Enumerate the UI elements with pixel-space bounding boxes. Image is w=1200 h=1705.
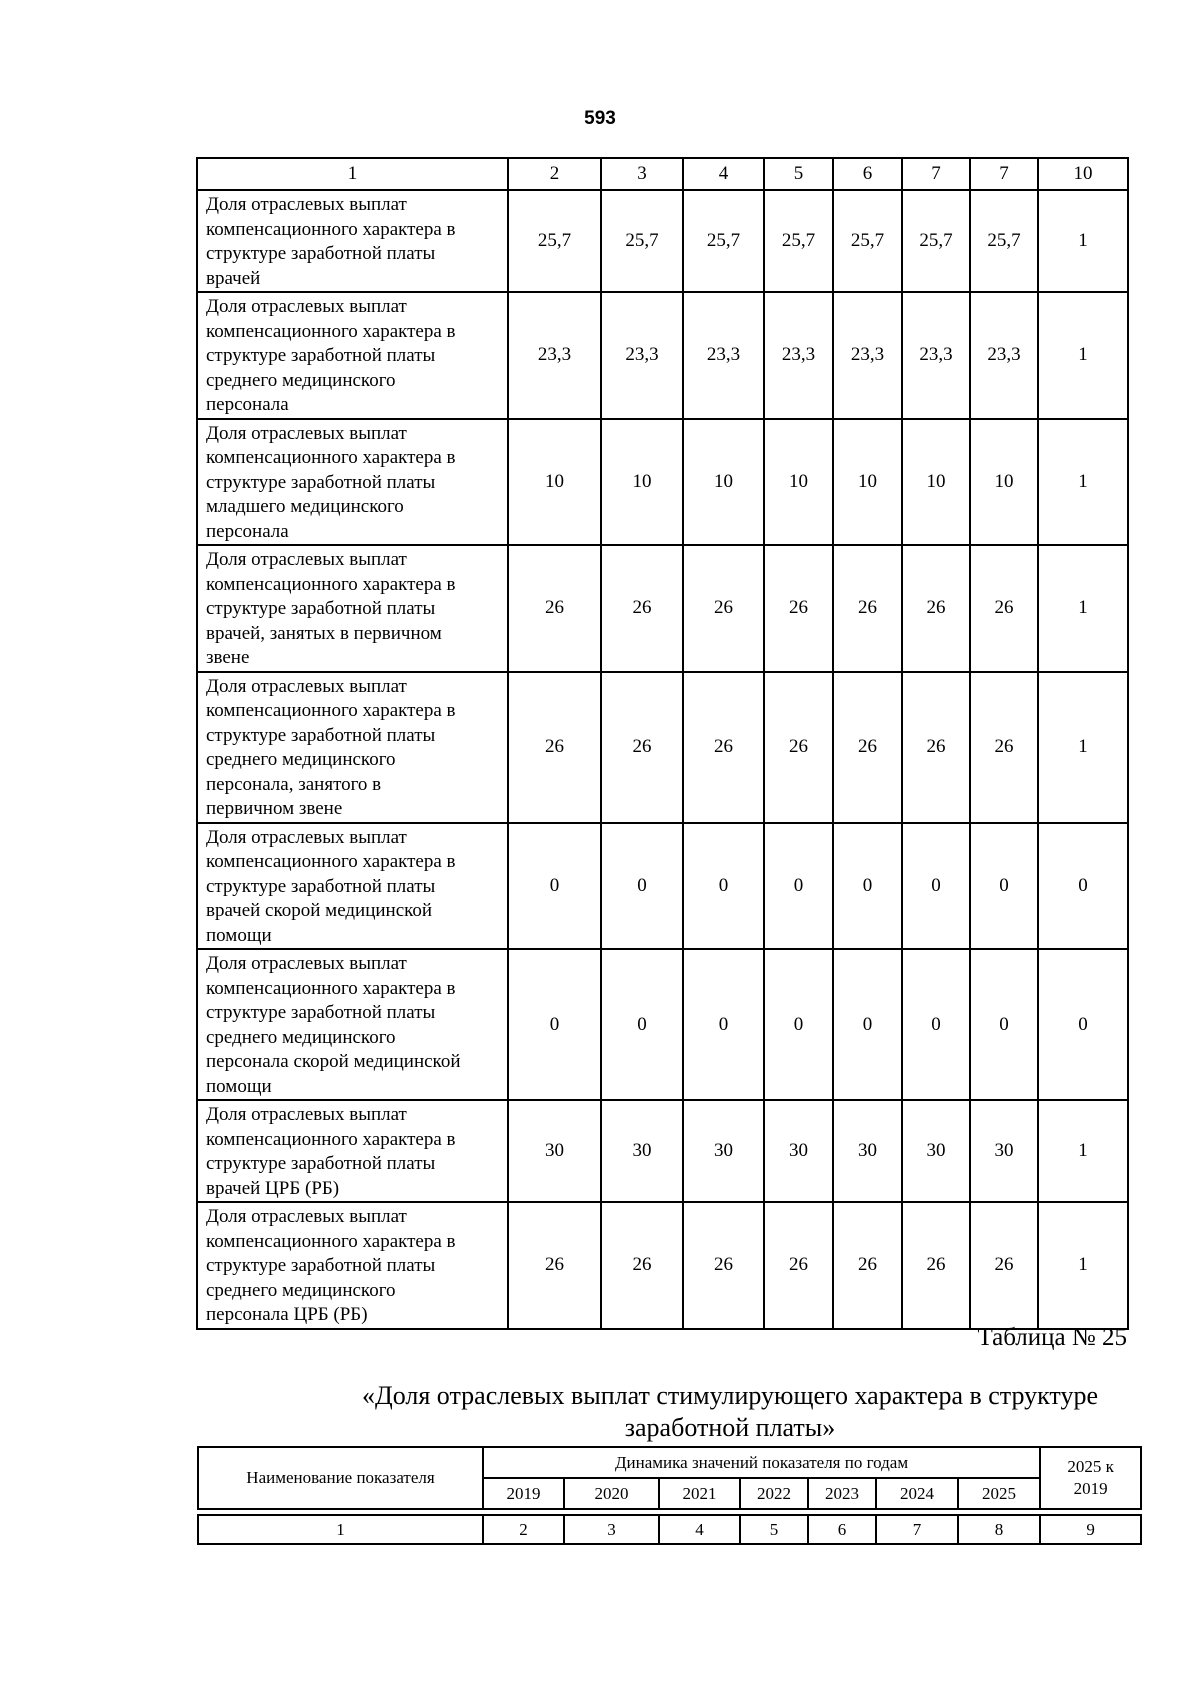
indicator-name-line: персонала скорой медицинской xyxy=(206,1051,461,1072)
value-cell: 23,3 xyxy=(508,292,601,419)
indicator-name xyxy=(197,190,508,292)
value-cell: 23,3 xyxy=(764,292,833,419)
value-cell: 0 xyxy=(508,823,601,950)
indicator-name-line: структуре заработной платы xyxy=(206,724,436,746)
value-cell: 0 xyxy=(902,823,970,950)
indicator-name-line: Доля отраслевых выплат xyxy=(206,296,407,317)
year-cell: 2019 xyxy=(483,1478,564,1509)
value-cell: 23,3 xyxy=(902,292,970,419)
table-row xyxy=(197,190,1128,292)
indicator-name-line: первичном звене xyxy=(206,798,343,819)
table-header-row xyxy=(197,158,1128,190)
value-cell: 0 xyxy=(764,949,833,1100)
header-cell: 6 xyxy=(833,158,902,190)
value-cell: 25,7 xyxy=(601,190,683,292)
year-cell: 2025 xyxy=(958,1478,1040,1509)
header-cell: 10 xyxy=(1038,158,1128,190)
indicator-name xyxy=(197,823,508,950)
value-cell: 26 xyxy=(970,672,1038,823)
value-cell: 25,7 xyxy=(764,190,833,292)
column-number-cell: 9 xyxy=(1040,1515,1141,1544)
value-cell: 10 xyxy=(508,419,601,546)
value-cell: 0 xyxy=(683,949,764,1100)
year-cell: 2022 xyxy=(740,1478,808,1509)
indicator-name-line: компенсационного характера в xyxy=(206,1128,456,1150)
value-cell: 26 xyxy=(764,1202,833,1329)
value-cell: 30 xyxy=(970,1100,1038,1202)
value-cell: 0 xyxy=(970,949,1038,1100)
value-cell: 26 xyxy=(601,672,683,823)
indicator-name xyxy=(197,1202,508,1329)
header-cell: 1 xyxy=(197,158,508,190)
indicator-name-line: компенсационного характера в xyxy=(206,447,456,468)
indicator-name-line: Доля отраслевых выплат xyxy=(206,675,407,697)
indicator-name-line: помощи xyxy=(206,1075,272,1097)
column-number-cell: 7 xyxy=(876,1515,958,1544)
table-title-line-1: «Доля отраслевых выплат стимулирующего характера в структуре xyxy=(361,1381,1098,1410)
column-number-cell: 8 xyxy=(958,1515,1040,1544)
value-cell: 26 xyxy=(902,672,970,823)
indicator-name-line: структуре заработной платы xyxy=(206,243,436,264)
indicator-name-line: Доля отраслевых выплат xyxy=(206,194,407,215)
value-cell: 26 xyxy=(902,545,970,672)
value-cell: 25,7 xyxy=(902,190,970,292)
page-number: 593 xyxy=(584,108,616,129)
indicator-name-line: Доля отраслевых выплат xyxy=(206,549,407,570)
value-cell: 25,7 xyxy=(970,190,1038,292)
table-row xyxy=(197,672,1128,823)
value-cell: 30 xyxy=(833,1100,902,1202)
indicator-name-line: компенсационного характера в xyxy=(206,851,456,872)
ratio-header-line-2: 2019 xyxy=(1073,1479,1108,1498)
indicator-name-line: младшего медицинского xyxy=(206,496,404,517)
value-cell: 10 xyxy=(902,419,970,546)
value-cell: 0 xyxy=(764,823,833,950)
indicator-name-line: компенсационного характера в xyxy=(206,1230,456,1252)
indicator-name-line: персонала xyxy=(206,394,289,415)
indicator-name-line: компенсационного характера в xyxy=(206,700,456,721)
value-cell: 1 xyxy=(1038,292,1128,419)
value-cell: 30 xyxy=(764,1100,833,1202)
value-cell: 26 xyxy=(683,545,764,672)
value-cell: 26 xyxy=(508,545,601,672)
indicator-table-25 xyxy=(197,1446,1142,1545)
year-cell: 2020 xyxy=(564,1478,659,1509)
indicator-name-line: врачей, занятых в первичном xyxy=(206,622,442,644)
header-cell: 2 xyxy=(508,158,601,190)
table-row xyxy=(197,1100,1128,1202)
indicator-name-line: компенсационного характера в xyxy=(206,573,456,595)
indicator-name-line: среднего медицинского xyxy=(206,369,396,391)
indicator-name-line: структуре заработной платы xyxy=(206,345,436,366)
value-cell: 30 xyxy=(902,1100,970,1202)
indicator-name-line: Доля отраслевых выплат xyxy=(206,422,407,444)
indicator-name-line: Доля отраслевых выплат xyxy=(206,1104,407,1125)
value-cell: 26 xyxy=(508,672,601,823)
value-cell: 23,3 xyxy=(683,292,764,419)
indicator-name-line: структуре заработной платы xyxy=(206,875,436,897)
value-cell: 10 xyxy=(601,419,683,546)
indicator-name xyxy=(197,949,508,1100)
value-cell: 1 xyxy=(1038,1202,1128,1329)
indicator-name-line: Доля отраслевых выплат xyxy=(206,1206,407,1227)
table-row xyxy=(197,419,1128,546)
indicator-name-line: структуре заработной платы xyxy=(206,471,436,493)
value-cell: 0 xyxy=(601,949,683,1100)
value-cell: 26 xyxy=(970,545,1038,672)
column-number-cell: 5 xyxy=(740,1515,808,1544)
value-cell: 0 xyxy=(683,823,764,950)
table-row xyxy=(197,545,1128,672)
value-cell: 10 xyxy=(970,419,1038,546)
year-cell: 2024 xyxy=(876,1478,958,1509)
indicator-name-line: персонала, занятого в xyxy=(206,773,382,795)
indicator-name-line: врачей ЦРБ (РБ) xyxy=(206,1177,340,1199)
value-cell: 1 xyxy=(1038,419,1128,546)
indicator-name-line: компенсационного характера в xyxy=(206,320,456,342)
indicator-name-line: компенсационного характера в xyxy=(206,218,456,240)
indicator-name-line: врачей xyxy=(206,267,261,289)
value-cell: 26 xyxy=(764,672,833,823)
header-cell: 7 xyxy=(970,158,1038,190)
table-row xyxy=(197,292,1128,419)
value-cell: 0 xyxy=(902,949,970,1100)
value-cell: 0 xyxy=(833,823,902,950)
ratio-header xyxy=(1040,1447,1141,1509)
indicator-name-line: структуре заработной платы xyxy=(206,1153,436,1174)
header-cell: 7 xyxy=(902,158,970,190)
value-cell: 10 xyxy=(683,419,764,546)
indicator-name xyxy=(197,1100,508,1202)
value-cell: 26 xyxy=(683,672,764,823)
value-cell: 23,3 xyxy=(970,292,1038,419)
value-cell: 0 xyxy=(1038,949,1128,1100)
indicator-name xyxy=(197,292,508,419)
dynamics-header: Динамика значений показателя по годам xyxy=(483,1447,1040,1478)
indicator-name-line: Доля отраслевых выплат xyxy=(206,826,407,848)
indicator-name-line: врачей скорой медицинской xyxy=(206,900,433,921)
indicator-name xyxy=(197,419,508,546)
indicator-name-line: структуре заработной платы xyxy=(206,1255,436,1276)
year-cell: 2023 xyxy=(808,1478,876,1509)
value-cell: 1 xyxy=(1038,672,1128,823)
column-number-cell: 4 xyxy=(659,1515,740,1544)
table-row xyxy=(197,949,1128,1100)
value-cell: 26 xyxy=(902,1202,970,1329)
value-cell: 26 xyxy=(833,1202,902,1329)
value-cell: 25,7 xyxy=(508,190,601,292)
value-cell: 0 xyxy=(970,823,1038,950)
value-cell: 26 xyxy=(970,1202,1038,1329)
value-cell: 25,7 xyxy=(833,190,902,292)
value-cell: 0 xyxy=(833,949,902,1100)
value-cell: 26 xyxy=(833,672,902,823)
header-cell: 3 xyxy=(601,158,683,190)
indicator-name-line: персонала ЦРБ (РБ) xyxy=(206,1304,368,1325)
value-cell: 10 xyxy=(764,419,833,546)
column-number-cell: 1 xyxy=(198,1515,483,1544)
value-cell: 0 xyxy=(1038,823,1128,950)
value-cell: 0 xyxy=(601,823,683,950)
header-cell: 5 xyxy=(764,158,833,190)
column-number-cell: 2 xyxy=(483,1515,564,1544)
value-cell: 30 xyxy=(508,1100,601,1202)
value-cell: 1 xyxy=(1038,545,1128,672)
indicator-name-line: среднего медицинского xyxy=(206,1026,396,1048)
value-cell: 26 xyxy=(601,545,683,672)
value-cell: 0 xyxy=(508,949,601,1100)
value-cell: 26 xyxy=(601,1202,683,1329)
indicator-name-line: среднего медицинского xyxy=(206,749,396,770)
value-cell: 10 xyxy=(833,419,902,546)
indicator-name-line: компенсационного характера в xyxy=(206,977,456,999)
indicator-name-line: структуре заработной платы xyxy=(206,598,436,619)
value-cell: 25,7 xyxy=(683,190,764,292)
column-number-cell: 6 xyxy=(808,1515,876,1544)
value-cell: 23,3 xyxy=(833,292,902,419)
ratio-header-line-1: 2025 к xyxy=(1067,1457,1114,1476)
indicator-name-line: Доля отраслевых выплат xyxy=(206,953,407,974)
table-row xyxy=(197,1202,1128,1329)
value-cell: 26 xyxy=(833,545,902,672)
column-number-cell: 3 xyxy=(564,1515,659,1544)
indicator-name-line: структуре заработной платы xyxy=(206,1002,436,1023)
value-cell: 30 xyxy=(601,1100,683,1202)
table-row xyxy=(197,823,1128,950)
indicator-table-24 xyxy=(196,157,1129,1330)
indicator-name xyxy=(197,672,508,823)
name-header: Наименование показателя xyxy=(198,1447,483,1509)
value-cell: 1 xyxy=(1038,190,1128,292)
indicator-name-line: среднего медицинского xyxy=(206,1279,396,1301)
indicator-name xyxy=(197,545,508,672)
value-cell: 23,3 xyxy=(601,292,683,419)
indicator-name-line: звене xyxy=(206,647,250,668)
table-caption: Таблица № 25 xyxy=(977,1324,1127,1351)
table-title xyxy=(260,1380,1200,1444)
value-cell: 26 xyxy=(764,545,833,672)
value-cell: 26 xyxy=(683,1202,764,1329)
indicator-name-line: помощи xyxy=(206,924,272,946)
value-cell: 30 xyxy=(683,1100,764,1202)
value-cell: 26 xyxy=(508,1202,601,1329)
year-cell: 2021 xyxy=(659,1478,740,1509)
header-cell: 4 xyxy=(683,158,764,190)
indicator-name-line: персонала xyxy=(206,520,289,542)
value-cell: 1 xyxy=(1038,1100,1128,1202)
table-title-line-2: заработной платы» xyxy=(624,1413,836,1442)
